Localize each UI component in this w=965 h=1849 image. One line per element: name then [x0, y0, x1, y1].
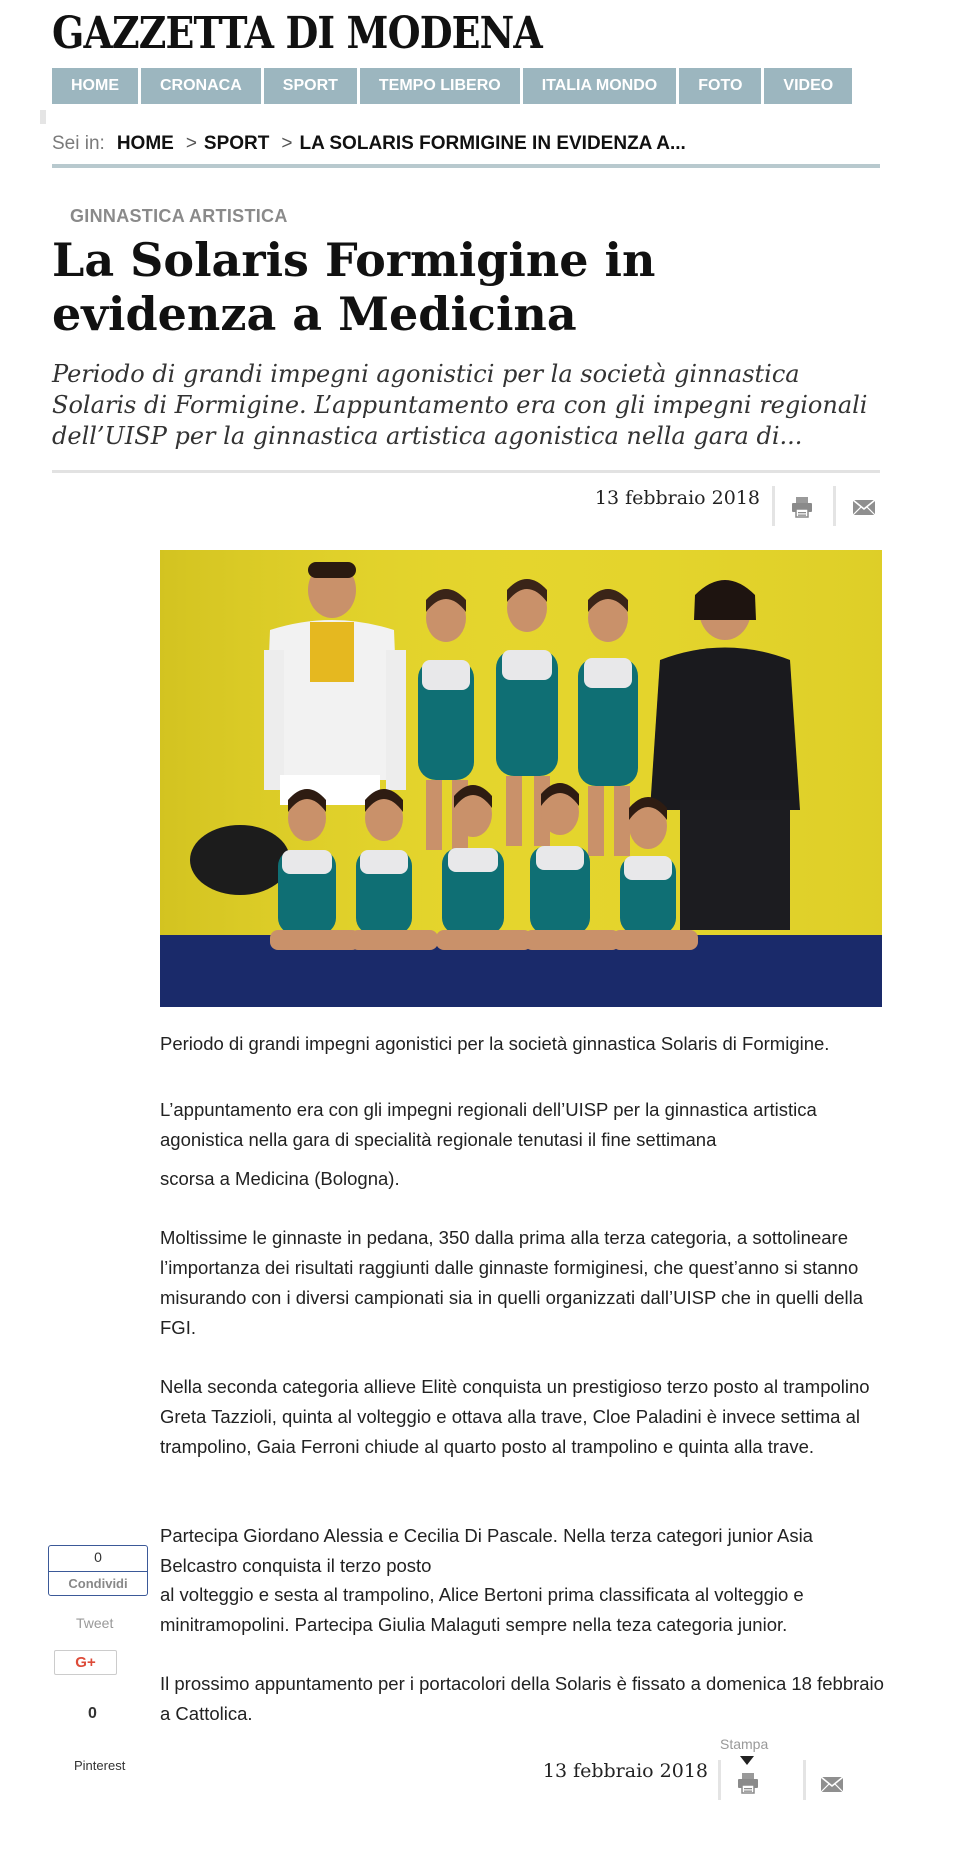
envelope-icon [852, 499, 876, 516]
article-date: 13 febbraio 2018 [594, 487, 760, 509]
facebook-share-count: 0 [94, 1549, 102, 1565]
email-button[interactable] [846, 492, 882, 522]
article-paragraph: Il prossimo appuntamento per i portacolori della Solaris è fissato a domenica 18 febbraio a Cattolica. [160, 1673, 884, 1724]
gplus-count: 0 [88, 1705, 97, 1722]
article-date-bottom: 13 febbraio 2018 [542, 1760, 708, 1782]
nav-item-italia-mondo[interactable]: ITALIA MONDO [523, 68, 677, 104]
toolbar-divider [803, 1760, 806, 1800]
nav-item-tempo-libero[interactable]: TEMPO LIBERO [360, 68, 520, 104]
nav-item-sport[interactable]: SPORT [264, 68, 357, 104]
breadcrumb [52, 133, 686, 155]
breadcrumb-sport[interactable]: SPORT [203, 133, 270, 154]
facebook-share-label: Condividi [68, 1576, 128, 1591]
print-button-bottom[interactable] [730, 1766, 766, 1800]
breadcrumb-separator: > [185, 133, 197, 154]
gplus-button[interactable]: G+ [54, 1650, 117, 1675]
share-box-divider [49, 1571, 147, 1572]
nav-item-video[interactable]: VIDEO [764, 68, 852, 104]
nav-item-foto[interactable]: FOTO [679, 68, 761, 104]
main-nav [52, 68, 855, 104]
nav-item-home[interactable]: HOME [52, 68, 138, 104]
print-button[interactable] [784, 490, 820, 524]
tweet-button[interactable]: Tweet [76, 1615, 114, 1631]
breadcrumb-current: LA SOLARIS FORMIGINE IN EVIDENZA A... [299, 133, 686, 154]
print-tooltip: Stampa [720, 1736, 769, 1752]
nav-item-cronaca[interactable]: CRONACA [141, 68, 261, 104]
breadcrumb-rule [52, 164, 880, 168]
email-button-bottom[interactable] [814, 1769, 850, 1799]
envelope-icon [820, 1776, 844, 1793]
article-paragraph: Nella seconda categoria allieve Elitè conquista un prestigioso terzo posto al trampolino Greta Tazzioli, quinta al volteggio e ottava alla trave, Cloe Paladini è invece settima al trampolino, Gaia Ferroni chiude al quarto posto al trampolino e quinta alla trave. [160, 1376, 870, 1457]
facebook-share-button[interactable] [48, 1545, 148, 1596]
article-title: La Solaris Formigine in evidenza a Medicina [52, 233, 656, 341]
breadcrumb-home[interactable]: HOME [116, 133, 174, 154]
toolbar-divider [718, 1760, 721, 1800]
article-paragraph: Moltissime le ginnaste in pedana, 350 dalla prima alla terza categoria, a sottolineare l’importanza dei risultati raggiunti dalle ginnaste formiginesi, che quest’anno si stanno misurando con i diversi campionati sia in quelli organizzati dall’UISP che in quelli della FGI. [160, 1227, 864, 1338]
article-summary: Periodo di grandi impegni agonistici per la società ginnastica Solaris di Formigine. L’appuntamento era con gli impegni regionali dell’UISP per la ginnastica artistica agonistica nella gara di... [52, 360, 868, 450]
article-kicker[interactable]: GINNASTICA ARTISTICA [70, 206, 288, 226]
article-paragraph: scorsa a Medicina (Bologna). [160, 1168, 400, 1189]
printer-icon [736, 1772, 760, 1794]
article-paragraph: Periodo di grandi impegni agonistici per la società ginnastica Solaris di Formigine. [160, 1033, 830, 1054]
article-photo[interactable] [160, 550, 882, 1007]
pinterest-button[interactable]: Pinterest [74, 1758, 126, 1773]
team-photo-illustration [160, 550, 882, 1007]
site-logo[interactable]: GAZZETTA DI MODENA [52, 8, 542, 59]
printer-icon [790, 496, 814, 518]
article-paragraph: al volteggio e sesta al trampolino, Alice Bertoni prima classificata al volteggio e minitramopolini. Partecipa Giulia Malaguti sempre nella teza categoria junior. [160, 1584, 804, 1635]
toolbar-divider [772, 486, 775, 526]
breadcrumb-label: Sei in: [52, 133, 105, 154]
article-paragraph: L’appuntamento era con gli impegni regionali dell’UISP per la ginnastica artistica agonistica nella gara di specialità regionale tenutasi il fine settimana [160, 1099, 817, 1150]
article-paragraph: Partecipa Giordano Alessia e Cecilia Di Pascale. Nella terza categori junior Asia Belcastro conquista il terzo posto [160, 1525, 813, 1576]
tooltip-caret-icon [740, 1756, 754, 1765]
summary-rule [52, 470, 880, 473]
toolbar-divider [833, 486, 836, 526]
nav-divider [40, 110, 46, 124]
breadcrumb-separator: > [281, 133, 293, 154]
